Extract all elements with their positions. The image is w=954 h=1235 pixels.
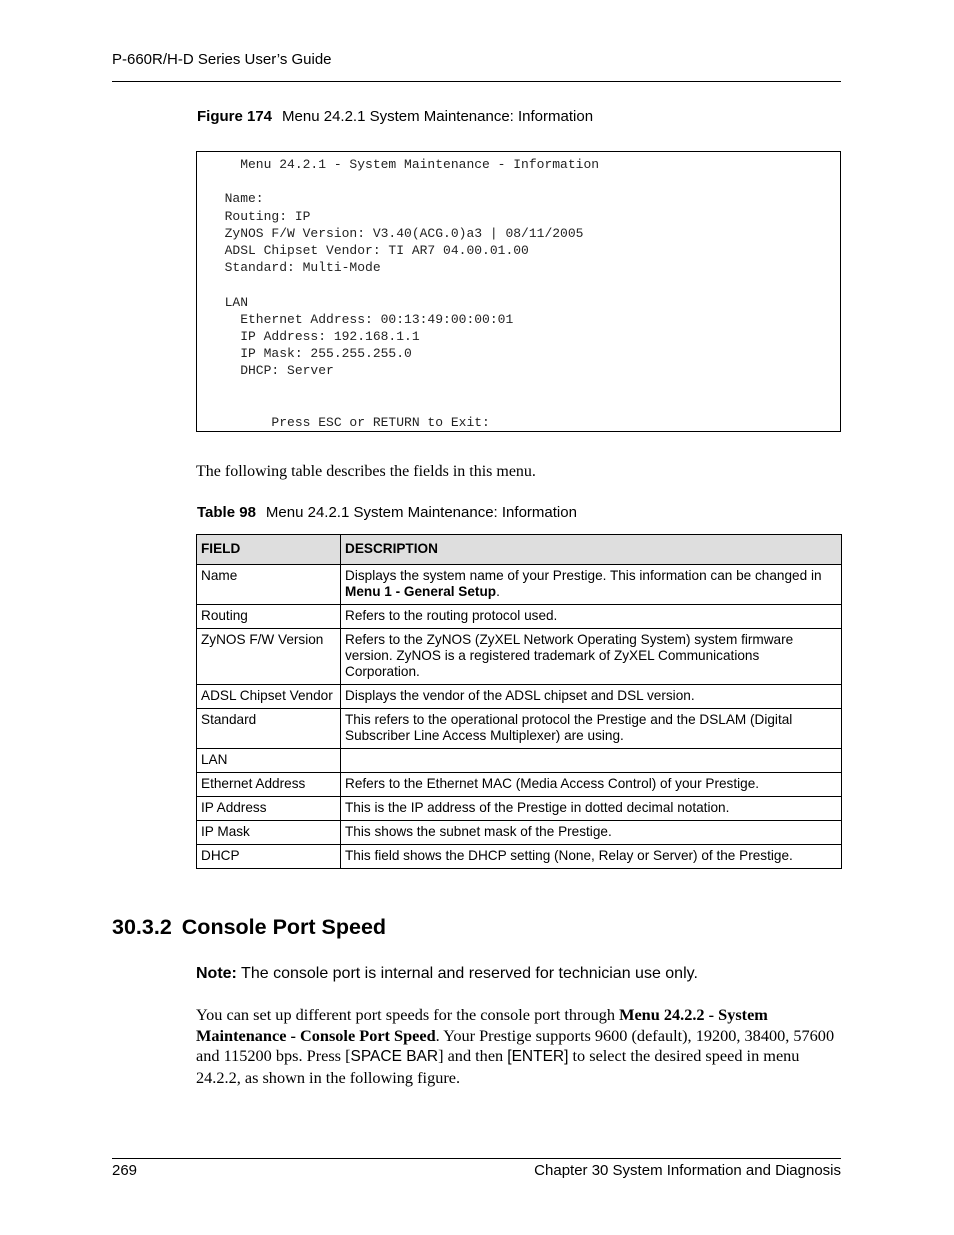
description-cell (341, 629, 842, 685)
description-text: This refers to the operational protocol the Prestige and the DSLAM (Digital Subscriber Line Access Multiplexer) are using. (345, 712, 793, 743)
para-menu-ref: Menu 24.2.2 - System Maintenance - Console Port Speed (196, 1005, 768, 1045)
para-text-3: ] and then (438, 1046, 508, 1065)
menu-screen (196, 151, 841, 432)
field-cell: Ethernet Address (197, 773, 341, 797)
running-header: P-660R/H-D Series User’s Guide (112, 51, 332, 68)
note (196, 965, 698, 983)
intro-text: The following table describes the fields in this menu. (196, 463, 536, 480)
table-caption (197, 504, 577, 521)
field-cell: IP Address (197, 797, 341, 821)
table-label: Table 98 (197, 504, 256, 521)
description-text: This is the IP address of the Prestige in dotted decimal notation. (345, 800, 730, 815)
para-key-enter: [ENTER] (507, 1048, 569, 1065)
table-body (197, 565, 842, 869)
section-title: Console Port Speed (181, 915, 387, 939)
footer-rule (112, 1158, 841, 1159)
description-text: Refers to the routing protocol used. (345, 608, 558, 623)
section-number: 30.3.2 (112, 915, 172, 939)
fields-table (196, 534, 842, 869)
table-row (197, 685, 842, 709)
table-row (197, 749, 842, 773)
header-rule (112, 81, 841, 82)
para-text-1: You can set up different port speeds for the console port through (196, 1005, 620, 1024)
para-text-2: . Your Prestige supports 9600 (default), 19200, 38400, 57600 and 115200 bps. Press [ (196, 1025, 835, 1065)
description-cell (341, 797, 842, 821)
description-text: This shows the subnet mask of the Prestige. (345, 824, 612, 839)
description-text: Displays the vendor of the ADSL chipset and DSL version. (345, 688, 695, 703)
header-field: FIELD (197, 535, 341, 565)
description-text: Displays the system name of your Prestige. This information can be changed in (345, 568, 822, 583)
description-cell (341, 709, 842, 749)
figure-caption (197, 108, 593, 125)
description-cell (341, 845, 842, 869)
chapter-title: Chapter 30 System Information and Diagnosis (534, 1162, 841, 1179)
table-row (197, 797, 842, 821)
table-row (197, 605, 842, 629)
field-cell: Name (197, 565, 341, 605)
table-row (197, 565, 842, 605)
figure-label: Figure 174 (197, 108, 273, 125)
field-cell: ZyNOS F/W Version (197, 629, 341, 685)
section-heading (112, 915, 386, 940)
note-label: Note: (196, 965, 237, 982)
description-cell (341, 821, 842, 845)
description-cell (341, 605, 842, 629)
description-cell (341, 685, 842, 709)
field-cell: ADSL Chipset Vendor (197, 685, 341, 709)
description-menu-ref: Menu 1 - General Setup (345, 584, 497, 599)
field-cell: Standard (197, 709, 341, 749)
figure-title: Menu 24.2.1 System Maintenance: Information (282, 108, 594, 125)
para-text-4: to select the desired speed in menu 24.2.2, as shown in the following figure. (196, 1046, 800, 1087)
table-row (197, 709, 842, 749)
table-title: Menu 24.2.1 System Maintenance: Information (265, 504, 577, 521)
field-cell: DHCP (197, 845, 341, 869)
page-number: 269 (112, 1162, 138, 1179)
description-text: This field shows the DHCP setting (None, Relay or Server) of the Prestige. (345, 848, 793, 863)
table-row (197, 845, 842, 869)
description-cell (341, 773, 842, 797)
field-cell: IP Mask (197, 821, 341, 845)
description-text: Refers to the Ethernet MAC (Media Access Control) of your Prestige. (345, 776, 760, 791)
table-row (197, 821, 842, 845)
description-cell (341, 565, 842, 605)
para-key-space: SPACE BAR (350, 1048, 439, 1065)
table-row (197, 773, 842, 797)
console-speed-paragraph (196, 1005, 846, 1088)
header-description: DESCRIPTION (341, 535, 842, 565)
field-cell: LAN (197, 749, 341, 773)
field-cell: Routing (197, 605, 341, 629)
description-text: Refers to the ZyNOS (ZyXEL Network Operating System) system firmware version. ZyNOS is a registered trademark of ZyXEL Communications Corporation. (345, 632, 794, 679)
note-text: The console port is internal and reserved for technician use only. (236, 965, 698, 982)
menu-screen-text: Menu 24.2.1 - System Maintenance - Information Name: Routing: IP ZyNOS F/W Version: V3.40(ACG.0)a3 | 08/11/2005 ADSL Chipset Vendor: TI AR7 04.00.01.00 Standard: Multi-Mode LAN Ethernet Address: 00:13:49:00:00:01 IP Address: 192.168.1.1 IP Mask: 255.255.255.0 DHCP: Server Press ESC or RETURN to Exit: (224, 157, 600, 431)
description-cell (341, 749, 842, 773)
description-end: . (496, 584, 500, 599)
table-row (197, 629, 842, 685)
table-header-row (197, 535, 842, 565)
